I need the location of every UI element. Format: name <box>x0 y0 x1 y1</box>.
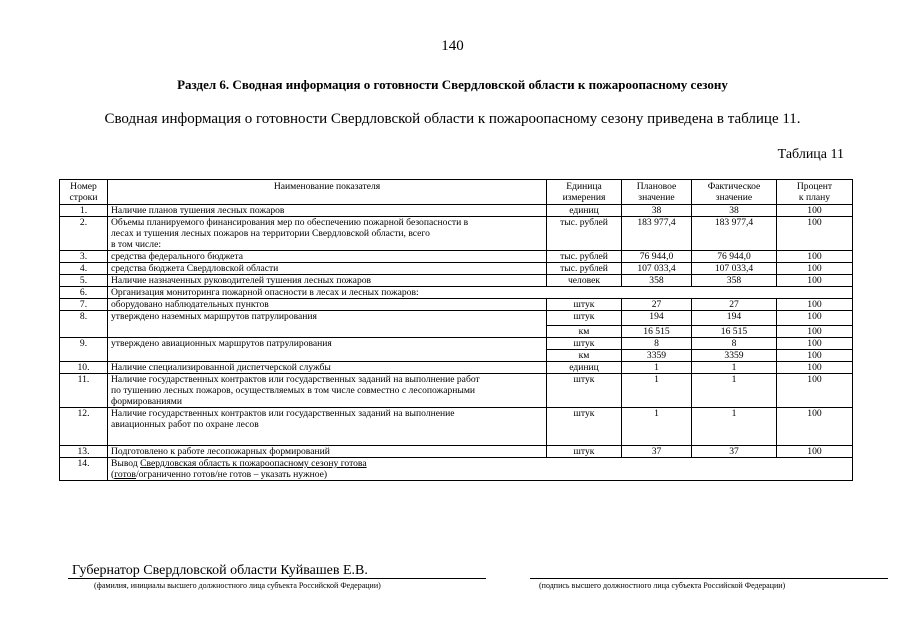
header-planned-value: Плановое значение <box>622 180 692 205</box>
unit-cell: тыс. рублей <box>547 251 622 263</box>
percent-cell: 100 <box>777 217 853 251</box>
table-row <box>60 263 853 275</box>
table-row <box>60 299 853 311</box>
table-row <box>60 287 853 299</box>
percent-cell: 100 <box>777 338 853 350</box>
unit-cell: человек <box>547 275 622 287</box>
actual-cell: 358 <box>692 275 777 287</box>
actual-cell: 27 <box>692 299 777 311</box>
table-header-row <box>60 180 853 205</box>
indicator-name: утверждено авиационных маршрутов патрулирования <box>108 338 547 362</box>
unit-cell: единиц <box>547 362 622 374</box>
table-row <box>60 251 853 263</box>
indicator-name: Подготовлено к работе лесопожарных формирований <box>108 446 547 458</box>
planned-cell: 194 <box>622 311 692 326</box>
percent-cell: 100 <box>777 326 853 338</box>
row-number: 5. <box>60 275 108 287</box>
table-row <box>60 458 853 481</box>
conclusion-value: Свердловская область к пожароопасному сезону готова <box>140 458 367 469</box>
table-row <box>60 408 853 446</box>
readiness-table <box>59 179 853 481</box>
row-number: 13. <box>60 446 108 458</box>
page-number: 140 <box>441 38 464 54</box>
actual-cell: 8 <box>692 338 777 350</box>
intro-paragraph: Сводная информация о готовности Свердловской области к пожароопасному сезону приведена в таблице 11. <box>104 111 801 127</box>
row-number: 8. <box>60 311 108 338</box>
header-percent-of-plan: Процент к плану <box>777 180 853 205</box>
header-row-number: Номер строки <box>60 180 108 205</box>
planned-cell: 107 033,4 <box>622 263 692 275</box>
name-signature-line <box>68 578 486 579</box>
planned-cell: 358 <box>622 275 692 287</box>
indicator-name: утверждено наземных маршрутов патрулирования <box>108 311 547 338</box>
actual-cell: 76 944,0 <box>692 251 777 263</box>
table-row <box>60 205 853 217</box>
actual-cell: 3359 <box>692 350 777 362</box>
actual-cell: 183 977,4 <box>692 217 777 251</box>
percent-cell: 100 <box>777 275 853 287</box>
actual-cell: 1 <box>692 374 777 408</box>
unit-cell: штук <box>547 338 622 350</box>
percent-cell: 100 <box>777 263 853 275</box>
header-unit: Единица измерения <box>547 180 622 205</box>
row-number: 7. <box>60 299 108 311</box>
actual-cell: 37 <box>692 446 777 458</box>
unit-cell: штук <box>547 311 622 326</box>
planned-cell: 76 944,0 <box>622 251 692 263</box>
unit-cell: тыс. рублей <box>547 263 622 275</box>
row-number: 4. <box>60 263 108 275</box>
actual-cell: 1 <box>692 362 777 374</box>
table-row <box>60 374 853 408</box>
unit-cell: штук <box>547 446 622 458</box>
header-actual-value: Фактическое значение <box>692 180 777 205</box>
conclusion-prefix: Вывод <box>111 458 141 469</box>
actual-cell: 107 033,4 <box>692 263 777 275</box>
actual-cell: 194 <box>692 311 777 326</box>
table-row <box>60 217 853 251</box>
indicator-name: Наличие специализированной диспетчерской службы <box>108 362 547 374</box>
percent-cell: 100 <box>777 251 853 263</box>
unit-cell: штук <box>547 299 622 311</box>
planned-cell: 183 977,4 <box>622 217 692 251</box>
unit-cell: штук <box>547 408 622 446</box>
indicator-name: Наличие государственных контрактов или государственных заданий на выполнение авиационных работ по охране лесов <box>108 408 547 446</box>
table-row <box>60 446 853 458</box>
unit-cell: км <box>547 350 622 362</box>
governor-signature-name: Губернатор Свердловской области Куйвашев Е.В. <box>72 563 368 578</box>
percent-cell: 100 <box>777 374 853 408</box>
options-hint: /ограниченно готов/не готов – указать нужное) <box>135 469 328 480</box>
indicator-name: Наличие государственных контрактов или государственных заданий на выполнение работ по тушению лесных пожаров, осуществляемых в том числе совместно с лесопожарными формированиями <box>108 374 547 408</box>
indicator-name: средства федерального бюджета <box>108 251 547 263</box>
row-number: 10. <box>60 362 108 374</box>
row-number: 3. <box>60 251 108 263</box>
row-number: 6. <box>60 287 108 299</box>
percent-cell: 100 <box>777 350 853 362</box>
percent-cell: 100 <box>777 446 853 458</box>
section-title: Раздел 6. Сводная информация о готовности Свердловской области к пожароопасному сезону <box>177 77 728 92</box>
unit-cell: единиц <box>547 205 622 217</box>
percent-cell: 100 <box>777 299 853 311</box>
indicator-name: средства бюджета Свердловской области <box>108 263 547 275</box>
planned-cell: 3359 <box>622 350 692 362</box>
planned-cell: 1 <box>622 362 692 374</box>
table-row <box>60 338 853 350</box>
table-row <box>60 275 853 287</box>
header-indicator-name: Наименование показателя <box>108 180 547 205</box>
indicator-name: Объемы планируемого финансирования мер по обеспечению пожарной безопасности в лесах и тушения лесных пожаров на территории Свердловской области, всего в том числе: <box>108 217 547 251</box>
planned-cell: 27 <box>622 299 692 311</box>
indicator-name: Организация мониторинга пожарной опасности в лесах и лесных пожаров: <box>108 287 853 299</box>
planned-cell: 1 <box>622 408 692 446</box>
actual-cell: 1 <box>692 408 777 446</box>
actual-cell: 38 <box>692 205 777 217</box>
percent-cell: 100 <box>777 408 853 446</box>
planned-cell: 38 <box>622 205 692 217</box>
percent-cell: 100 <box>777 311 853 326</box>
name-field-hint: (фамилия, инициалы высшего должностного лица субъекта Российской Федерации) <box>94 581 381 590</box>
row-number: 9. <box>60 338 108 362</box>
signature-line <box>530 578 888 579</box>
row-number: 12. <box>60 408 108 446</box>
planned-cell: 8 <box>622 338 692 350</box>
actual-cell: 16 515 <box>692 326 777 338</box>
planned-cell: 37 <box>622 446 692 458</box>
table-row <box>60 362 853 374</box>
signature-field-hint: (подпись высшего должностного лица субъекта Российской Федерации) <box>539 581 786 590</box>
unit-cell: тыс. рублей <box>547 217 622 251</box>
indicator-name: Наличие назначенных руководителей тушения лесных пожаров <box>108 275 547 287</box>
table-caption: Таблица 11 <box>777 147 844 162</box>
planned-cell: 1 <box>622 374 692 408</box>
row-number: 1. <box>60 205 108 217</box>
table-row <box>60 311 853 326</box>
selected-option: готов <box>114 469 136 480</box>
row-number: 2. <box>60 217 108 251</box>
percent-cell: 100 <box>777 362 853 374</box>
indicator-name: оборудовано наблюдательных пунктов <box>108 299 547 311</box>
conclusion-cell: Вывод Свердловская область к пожароопасному сезону готова (готов/ограниченно готов/не готов – указать нужное) <box>108 458 853 481</box>
unit-cell: штук <box>547 374 622 408</box>
row-number: 11. <box>60 374 108 408</box>
row-number: 14. <box>60 458 108 481</box>
percent-cell: 100 <box>777 205 853 217</box>
planned-cell: 16 515 <box>622 326 692 338</box>
unit-cell: км <box>547 326 622 338</box>
indicator-name: Наличие планов тушения лесных пожаров <box>108 205 547 217</box>
